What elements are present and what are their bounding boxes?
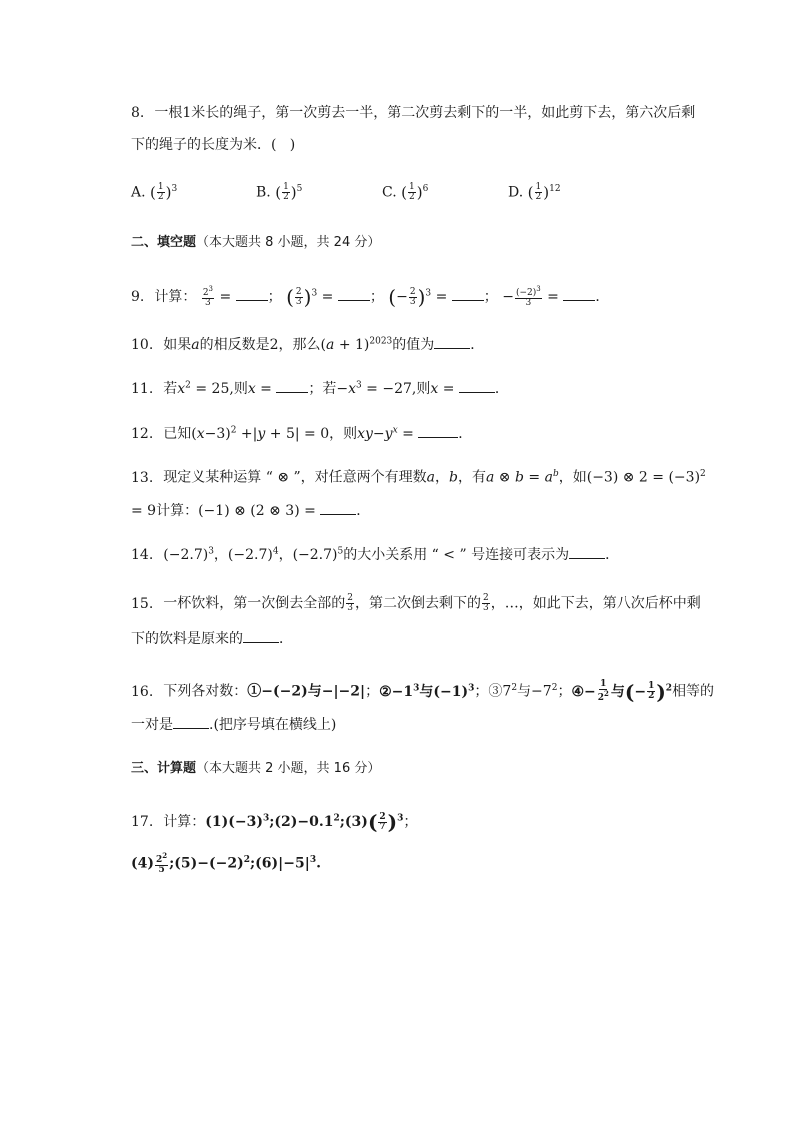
q16-prefix: 下列各对数： (163, 683, 248, 700)
q8-text-line1: 一根1米长的绳子，第一次剪去一半，第二次剪去剩下的一半，如此剪下去，第六次后剩 (154, 105, 696, 121)
q17-line2: (4) $\frac{2^2}{5}$ $;(5)-(-2)^2;(6)|-5|^3$. (131, 851, 321, 875)
exponent: 12 (549, 183, 561, 194)
section-heading-calculation (131, 762, 380, 775)
q11-end: ． (494, 381, 509, 397)
section-title: 二、填空题 (131, 235, 197, 250)
q17-number: 17. (131, 814, 154, 830)
section-detail: （本大题共 8 小题，共 24 分） (196, 235, 381, 250)
q9-blank-2[interactable] (338, 288, 370, 301)
option-label: A. (131, 184, 146, 201)
q15-text-d: 下的饮料是原来的 (131, 631, 243, 647)
q8-line1 (131, 106, 695, 120)
frac-num: 2 (483, 593, 489, 603)
q14-line: 14. $(-2.7)^3$，$(-2.7)^4$，$(-2.7)^5$的大小关系用 “ < ” 号连接可表示为 ． (131, 546, 620, 563)
frac-den: 3 (483, 603, 489, 613)
frac-num: 1 (157, 182, 164, 192)
q12-blank[interactable] (418, 425, 458, 438)
frac-den: 2 (157, 192, 164, 202)
q13-number: 13. (131, 469, 154, 486)
q13-text-d: = 9计算： (131, 503, 199, 519)
q11-number: 11. (131, 381, 154, 397)
q9-blank-1[interactable] (236, 288, 268, 301)
exponent: 5 (296, 183, 303, 194)
q12-end: ． (458, 426, 473, 442)
q14-blank[interactable] (569, 546, 605, 559)
q10-text-c: 的值为 (392, 337, 435, 353)
q8-option-c[interactable]: C. ( $\frac{1}{2}$ )$^6$ (382, 182, 429, 202)
frac-den: 2 (283, 192, 289, 202)
q13-blank[interactable] (320, 502, 356, 515)
q12-text-b: ，则 (329, 426, 358, 442)
frac-den: 2 (535, 192, 542, 202)
q8-option-a[interactable]: A. ( $\frac{1}{2}$ )$^3$ (131, 182, 178, 202)
option-label: C. (382, 184, 397, 201)
q13-line1: 13. 现定义某种运算 “ ⊗ ”，对任意两个有理数a，b，有a ⊗ $b = a^b$，如(−3) ⊗ $2 = (-3)^2$ (131, 469, 706, 486)
q9-prefix: 计算： (154, 289, 197, 305)
frac-den: 3 (347, 603, 353, 613)
q13-line2: = 9计算：(−1) ⊗ (2 ⊗ 3) = ． (131, 503, 371, 519)
exponent: 3 (171, 183, 178, 194)
q15-text-a: 一杯饮料，第一次倒去全部的 (163, 595, 346, 612)
q16-line2 (131, 716, 336, 732)
exponent: 6 (422, 183, 429, 194)
frac-num: 1 (535, 182, 542, 192)
frac-den: 2 (408, 192, 415, 202)
q11-text-b: 则 (233, 381, 248, 397)
q16-blank[interactable] (173, 716, 209, 729)
q13-end: ． (356, 503, 371, 519)
q13-text-a: 现定义某种运算 “ ⊗ ”，对任意两个有理数 (163, 469, 427, 486)
q15-text-c: ，…，如此下去，第八次后杯中剩 (490, 595, 701, 612)
q10-end: ． (470, 337, 485, 353)
q11-text-a: 若 (163, 381, 178, 397)
q11-blank-2[interactable] (459, 380, 495, 393)
q10-text-a: 如果 (163, 337, 192, 353)
q14-text: 的大小关系用 “ < ” 号连接可表示为 (343, 547, 570, 563)
q9-frac1: $\frac{2^3}{3}$ (202, 285, 214, 308)
section-heading-fill-blank (131, 236, 380, 249)
q11-text-d: 则 (416, 381, 431, 397)
q16-text-a: 一对是 (131, 717, 173, 733)
q12-text-a: 已知 (163, 426, 192, 442)
q8-option-b[interactable]: B. ( $\frac{1}{2}$ )$^5$ (256, 182, 303, 202)
q9-number: 9. (131, 289, 145, 305)
q17-line1: 17. 计算：$(1)(-3)^3;(2)-0.1^2;(3)$( $\frac{2}{7}$ )$^3$； (131, 810, 418, 834)
q9-line: 9. 计算： $\frac{2^3}{3}$ = ； ( $\frac{2}{3}$ )$^3$ = ； (− $\frac{2}{3}$ )$^3$ = ； − $\frac{(-2)^3}{3}$ = ． (131, 285, 610, 309)
q15-number: 15. (131, 595, 154, 612)
frac-num: 1 (283, 182, 289, 192)
q16-number: 16. (131, 683, 154, 700)
option-label: B. (256, 184, 271, 201)
q9-blank-3[interactable] (452, 288, 484, 301)
q15-line1 (131, 594, 701, 613)
q13-text-c: ，如 (558, 469, 587, 486)
q10-text-b: 的相反数是2，那么 (199, 337, 321, 353)
q15-text-b: ，第二次倒去剩下的 (355, 595, 481, 612)
frac-num: 2 (347, 593, 353, 603)
q15-end: ． (279, 631, 293, 647)
q11-text-c: ；若 (308, 381, 337, 397)
frac-num: 1 (408, 182, 415, 192)
q15-line2 (131, 630, 293, 646)
q10-blank[interactable] (434, 336, 470, 349)
option-label: D. (508, 184, 524, 201)
q15-blank[interactable] (243, 630, 279, 643)
q10-line: 10. 如果a的相反数是2，那么$(a + 1)^{2023}$的值为 ． (131, 336, 485, 353)
q9-blank-4[interactable] (563, 288, 595, 301)
q17-prefix: 计算： (163, 814, 206, 830)
q8-line2 (131, 138, 295, 152)
q16-line1: 16. 下列各对数：①−(−2)与−|−2|；$②-1^3$与$(-1)^3$；$③7^2$与$-7^2$；④− $\frac{1}{2^2}$ 与(− $\frac{1}{2}$ )$^2$相等的 (131, 679, 715, 704)
q8-option-d[interactable]: D. ( $\frac{1}{2}$ )$^{12}$ (508, 182, 561, 202)
q13-text-b: ，有 (458, 469, 486, 486)
q8-text-line2: 下的绳子的长度为米．( ) (131, 137, 296, 153)
q16-text-b: .(把序号填在横线上) (209, 717, 337, 733)
q11-blank-1[interactable] (276, 380, 308, 393)
q12-line: 12. 已知$(x-3)^2 +|y + 5| = 0$，则$xy-y^x$ = ． (131, 425, 473, 442)
q14-end: ． (605, 547, 620, 563)
q8-number: 8. (131, 105, 145, 121)
q11-line: 11. 若$x^2 = 25$,则x = ；若$-x^3 = -27$,则x = ． (131, 380, 509, 397)
q10-number: 10. (131, 337, 154, 353)
section-title: 三、计算题 (131, 761, 197, 776)
q12-number: 12. (131, 426, 154, 442)
section-detail: （本大题共 2 小题，共 16 分） (196, 761, 381, 776)
q14-number: 14. (131, 547, 154, 563)
